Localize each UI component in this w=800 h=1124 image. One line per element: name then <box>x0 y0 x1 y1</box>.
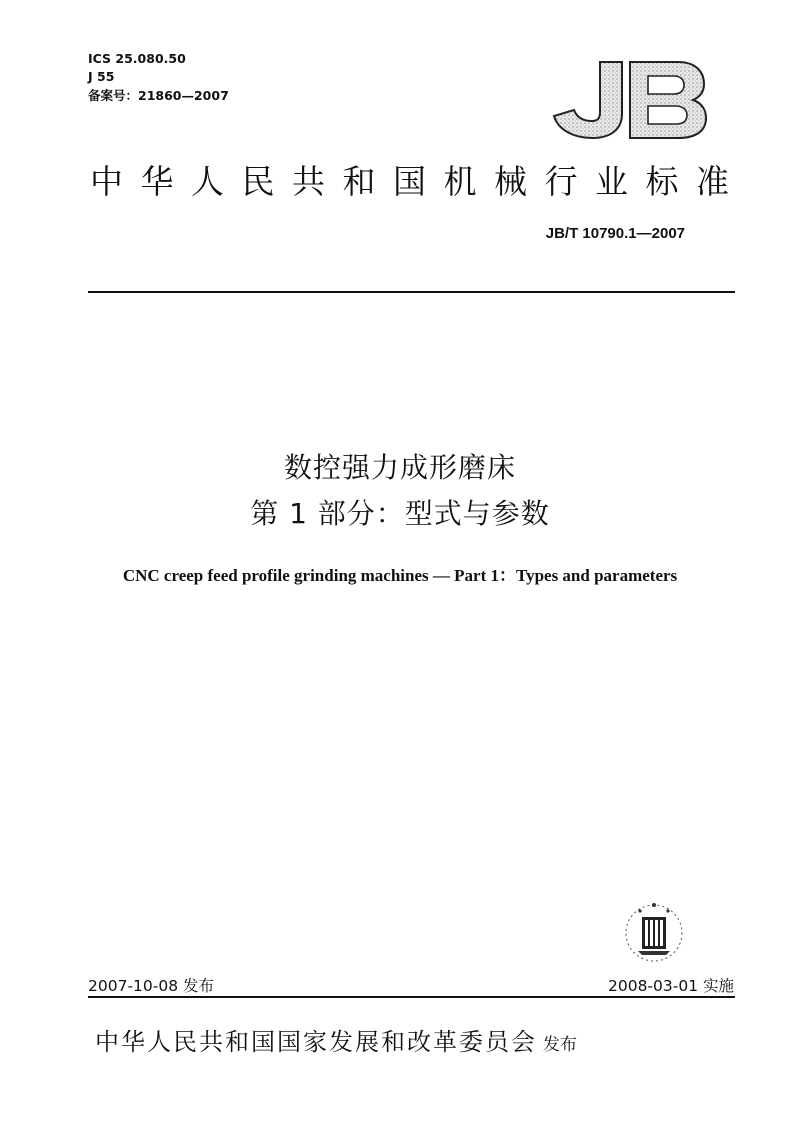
publisher-name: 中华人民共和国国家发展和改革委员会 <box>95 1028 537 1056</box>
organization-title: 中华人民共和国机械行业标准 <box>90 162 747 201</box>
standard-number: JB/T 10790.1—2007 <box>545 225 685 242</box>
top-divider <box>88 291 735 293</box>
filing-number: 备案号：21860—2007 <box>88 88 229 103</box>
jb-logo <box>548 58 708 140</box>
document-title-line2: 第 1 部分：型式与参数 <box>250 497 550 530</box>
publisher-seal-icon <box>614 895 694 965</box>
classification-code: J 55 <box>88 69 115 84</box>
bottom-divider <box>88 996 735 998</box>
document-title-line1: 数控强力成形磨床 <box>283 451 516 484</box>
document-title-english: CNC creep feed profile grinding machines — Part 1：Types and parameters <box>122 566 678 585</box>
ics-code: ICS 25.080.50 <box>88 51 186 66</box>
publish-label: 发布 <box>543 1035 577 1055</box>
publisher-line <box>95 1022 577 1057</box>
implementation-date: 2008-03-01 实施 <box>607 977 734 995</box>
issue-date: 2007-10-08 发布 <box>88 977 215 995</box>
